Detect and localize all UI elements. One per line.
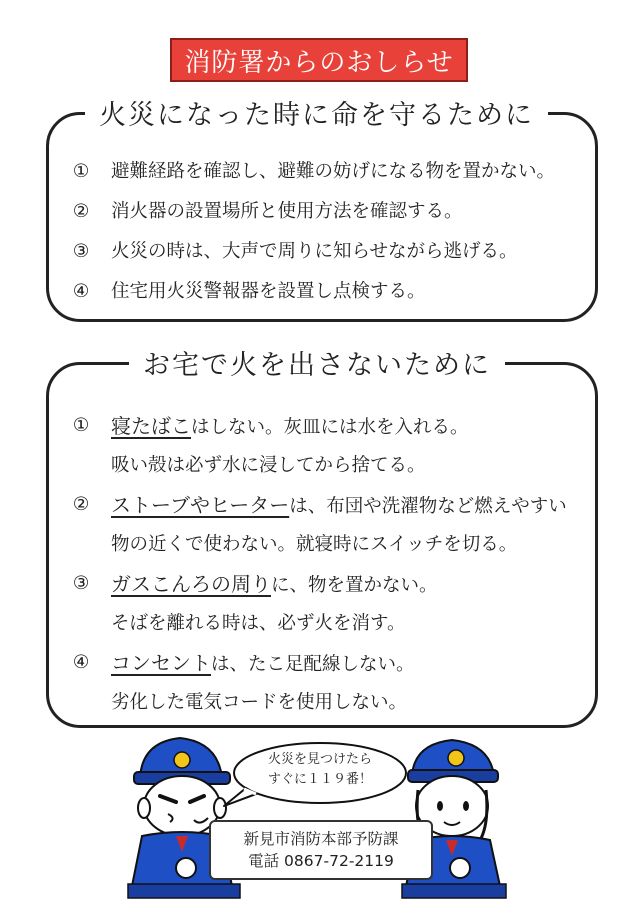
item-keyword: 寝たばこ xyxy=(111,414,191,438)
page-title: 消防署からのおしらせ xyxy=(170,38,468,82)
item-text-line2: 物の近くで使わない。就寝時にスイッチを切る。 xyxy=(111,534,518,555)
item-text-line2: そばを離れる時は、必ず火を消す。 xyxy=(111,613,406,634)
item-text: 住宅用火災警報器を設置し点検する。 xyxy=(111,281,426,302)
item-number: ③ xyxy=(72,573,90,594)
item-number: ① xyxy=(72,415,90,436)
item-text: は、布団や洗濯物など燃えやすい xyxy=(289,496,567,517)
item-text: はしない。灰皿には水を入れる。 xyxy=(191,417,469,438)
item-keyword: ストーブやヒーター xyxy=(111,493,290,517)
speech-line2: すぐに１１９番！ xyxy=(267,772,372,787)
item-text: は、たこ足配線しない。 xyxy=(211,654,415,675)
phone-number: 電話 0867-72-2119 xyxy=(248,852,394,870)
contact-sign xyxy=(209,820,433,880)
item-text: 消火器の設置場所と使用方法を確認する。 xyxy=(111,201,463,222)
item-text-line2: 劣化した電気コードを使用しない。 xyxy=(111,692,408,713)
item-keyword: コンセント xyxy=(111,651,211,675)
item-text: 避難経路を確認し、避難の妨げになる物を置かない。 xyxy=(111,161,556,182)
item-number: ④ xyxy=(72,652,90,673)
speech-line1: 火災を見つけたら xyxy=(267,752,372,767)
item-number: ② xyxy=(72,494,90,515)
section-title: お宅で火を出さないために xyxy=(129,343,505,382)
item-text: 火災の時は、大声で周りに知らせながら逃げる。 xyxy=(111,241,518,262)
item-keyword: ガスこんろの周り xyxy=(111,572,271,596)
item-number: ① xyxy=(72,161,90,182)
organization-name: 新見市消防本部予防課 xyxy=(243,830,399,848)
item-text: に、物を置かない。 xyxy=(271,575,438,596)
item-number: ③ xyxy=(72,241,90,262)
item-number: ② xyxy=(72,201,90,222)
speech-bubble-text xyxy=(240,750,400,790)
item-text-line2: 吸い殻は必ず水に浸してから捨てる。 xyxy=(111,455,426,476)
section-title: 火災になった時に命を守るために xyxy=(85,93,548,132)
item-number: ④ xyxy=(72,281,90,302)
